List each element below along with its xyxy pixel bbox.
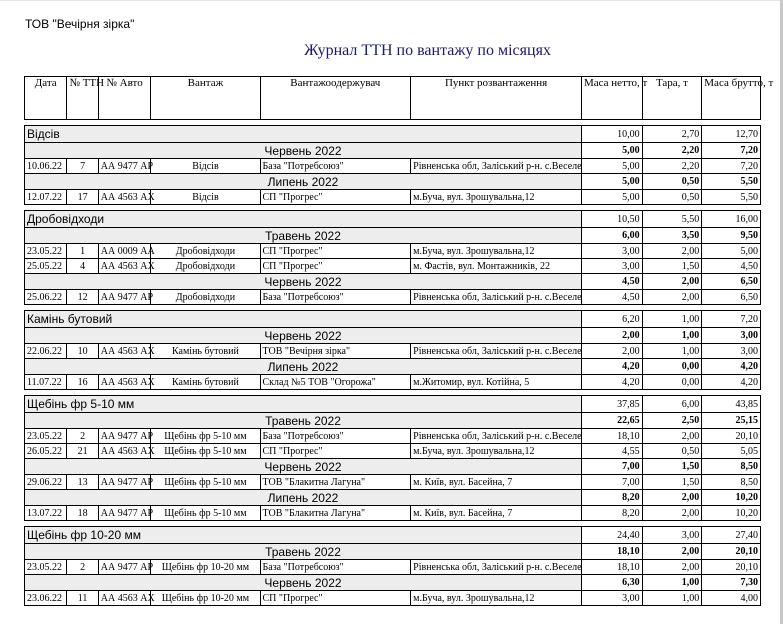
cell-unloading-point: Рівненська обл, Заліський р-н. с.Веселе xyxy=(411,290,582,305)
cargo-group-row xyxy=(25,126,761,143)
cell-date: 25.06.22 xyxy=(25,290,67,305)
month-net: 6,00 xyxy=(581,228,642,244)
month-tare: 1,00 xyxy=(642,575,702,591)
month-subtotal-row xyxy=(25,575,761,591)
cell-auto: АА 4563 АХ xyxy=(98,344,151,359)
month-name: Червень 2022 xyxy=(25,143,582,159)
cell-unloading-point: м.Житомир, вул. Котійна, 5 xyxy=(411,375,582,390)
cell-consignee: СП "Прогрес" xyxy=(260,444,411,459)
header-unloading-point: Пункт розвантаження xyxy=(411,77,582,120)
cell-date: 29.06.22 xyxy=(25,475,67,490)
cargo-group-tare: 3,00 xyxy=(642,527,702,544)
cell-net: 4,55 xyxy=(581,444,642,459)
month-name: Липень 2022 xyxy=(25,490,582,506)
cell-gross: 4,20 xyxy=(702,375,761,390)
month-tare: 1,00 xyxy=(642,328,702,344)
month-tare: 2,20 xyxy=(642,143,702,159)
header-ttn: № ТТН xyxy=(67,77,98,120)
cell-tare: 1,50 xyxy=(642,475,702,490)
cell-cargo: Щебінь фр 10-20 мм xyxy=(151,591,260,606)
cell-date: 23.05.22 xyxy=(25,429,67,444)
cell-ttn: 16 xyxy=(67,375,98,390)
header-auto: № Авто xyxy=(98,77,151,120)
cell-net: 18,10 xyxy=(581,560,642,575)
cell-net: 5,00 xyxy=(581,190,642,205)
cell-date: 22.06.22 xyxy=(25,344,67,359)
cell-ttn: 2 xyxy=(67,429,98,444)
cell-auto: АА 4563 АХ xyxy=(98,190,151,205)
month-gross: 4,20 xyxy=(702,359,761,375)
cell-gross: 20,10 xyxy=(702,560,761,575)
cell-cargo: Щебінь фр 5-10 мм xyxy=(151,429,260,444)
cell-cargo: Дробовідходи xyxy=(151,259,260,274)
ttn-journal-table xyxy=(24,76,774,606)
cell-gross: 5,00 xyxy=(702,244,761,259)
month-subtotal-row xyxy=(25,490,761,506)
cell-tare: 2,00 xyxy=(642,429,702,444)
cell-unloading-point: м. Київ, вул. Басейна, 7 xyxy=(411,475,582,490)
cell-date: 23.05.22 xyxy=(25,244,67,259)
cell-gross: 8,50 xyxy=(702,475,761,490)
cell-consignee: ТОВ "Блакитна Лагуна" xyxy=(260,506,411,521)
month-name: Липень 2022 xyxy=(25,174,582,190)
month-tare: 1,50 xyxy=(642,459,702,475)
month-gross: 10,20 xyxy=(702,490,761,506)
cell-net: 7,00 xyxy=(581,475,642,490)
cell-tare: 2,20 xyxy=(642,159,702,174)
cell-cargo: Щебінь фр 5-10 мм xyxy=(151,444,260,459)
cell-auto: АА 4563 АХ xyxy=(98,591,151,606)
cargo-group-name: Щебінь фр 10-20 мм xyxy=(25,527,582,544)
header-gross-mass: Маса брутто, т xyxy=(702,77,761,120)
cell-ttn: 13 xyxy=(67,475,98,490)
month-name: Травень 2022 xyxy=(25,413,582,429)
table-row xyxy=(25,159,761,174)
cell-gross: 5,05 xyxy=(702,444,761,459)
cell-unloading-point: м. Київ, вул. Басейна, 7 xyxy=(411,506,582,521)
cell-gross: 6,50 xyxy=(702,290,761,305)
cell-auto: АА 9477 АР xyxy=(98,506,151,521)
month-tare: 0,00 xyxy=(642,359,702,375)
month-net: 18,10 xyxy=(581,544,642,560)
cell-auto: АА 9477 АР xyxy=(98,290,151,305)
table-row xyxy=(25,560,761,575)
table-row xyxy=(25,259,761,274)
month-net: 4,50 xyxy=(581,274,642,290)
cell-tare: 1,00 xyxy=(642,344,702,359)
cell-cargo: Щебінь фр 10-20 мм xyxy=(151,560,260,575)
month-gross: 6,50 xyxy=(702,274,761,290)
cargo-group-gross: 7,20 xyxy=(702,311,761,328)
cell-cargo: Щебінь фр 5-10 мм xyxy=(151,475,260,490)
cargo-group-row xyxy=(25,527,761,544)
table-row xyxy=(25,506,761,521)
cell-net: 5,00 xyxy=(581,159,642,174)
viewer-top-edge xyxy=(0,0,783,1)
cell-unloading-point: м.Буча, вул. Зрошувальна,12 xyxy=(411,591,582,606)
cell-date: 11.07.22 xyxy=(25,375,67,390)
table-row xyxy=(25,344,761,359)
report-title xyxy=(0,42,783,60)
cell-net: 8,20 xyxy=(581,506,642,521)
month-gross: 8,50 xyxy=(702,459,761,475)
cargo-group-row xyxy=(25,396,761,413)
month-name: Липень 2022 xyxy=(25,359,582,375)
cell-consignee: СП "Прогрес" xyxy=(260,244,411,259)
cell-unloading-point: м.Буча, вул. Зрошувальна,12 xyxy=(411,244,582,259)
cell-date: 13.07.22 xyxy=(25,506,67,521)
cell-auto: АА 9477 АР xyxy=(98,159,151,174)
cell-gross: 4,00 xyxy=(702,591,761,606)
table-header-row xyxy=(25,77,761,120)
cell-unloading-point: Рівненська обл, Заліський р-н. с.Веселе xyxy=(411,344,582,359)
cell-gross: 20,10 xyxy=(702,429,761,444)
cell-ttn: 2 xyxy=(67,560,98,575)
month-subtotal-row xyxy=(25,359,761,375)
cell-unloading-point: Рівненська обл, Заліський р-н. с.Веселе xyxy=(411,159,582,174)
company-name: ТОВ "Вечірня зірка" xyxy=(25,17,135,31)
cargo-group-name: Камінь бутовий xyxy=(25,311,582,328)
cell-tare: 1,00 xyxy=(642,591,702,606)
header-consignee: Вантажоодержувач xyxy=(260,77,411,120)
cell-gross: 5,50 xyxy=(702,190,761,205)
cell-auto: АА 9477 АР xyxy=(98,429,151,444)
cell-consignee: Склад №5 ТОВ "Огорожа" xyxy=(260,375,411,390)
cell-net: 3,00 xyxy=(581,244,642,259)
cell-cargo: Відсів xyxy=(151,159,260,174)
cell-consignee: База "Потребсоюз" xyxy=(260,290,411,305)
cell-date: 10.06.22 xyxy=(25,159,67,174)
cell-auto: АА 4563 АХ xyxy=(98,375,151,390)
month-tare: 2,00 xyxy=(642,544,702,560)
cell-unloading-point: Рівненська обл, Заліський р-н. с.Веселе xyxy=(411,560,582,575)
month-gross: 5,50 xyxy=(702,174,761,190)
cell-cargo: Відсів xyxy=(151,190,260,205)
cargo-group-net: 10,50 xyxy=(581,211,642,228)
cell-consignee: СП "Прогрес" xyxy=(260,190,411,205)
cell-unloading-point: м.Буча, вул. Зрошувальна,12 xyxy=(411,190,582,205)
cell-tare: 0,50 xyxy=(642,190,702,205)
cell-tare: 0,00 xyxy=(642,375,702,390)
cargo-group-tare: 5,50 xyxy=(642,211,702,228)
cell-consignee: ТОВ "Вечірня зірка" xyxy=(260,344,411,359)
month-net: 7,00 xyxy=(581,459,642,475)
table-row xyxy=(25,375,761,390)
month-name: Травень 2022 xyxy=(25,544,582,560)
month-subtotal-row xyxy=(25,274,761,290)
cell-net: 2,00 xyxy=(581,344,642,359)
cell-consignee: ТОВ "Блакитна Лагуна" xyxy=(260,475,411,490)
cell-auto: АА 0009 АА xyxy=(98,244,151,259)
month-gross: 7,30 xyxy=(702,575,761,591)
month-subtotal-row xyxy=(25,143,761,159)
month-tare: 2,00 xyxy=(642,490,702,506)
month-subtotal-row xyxy=(25,413,761,429)
cell-consignee: База "Потребсоюз" xyxy=(260,429,411,444)
cell-net: 4,50 xyxy=(581,290,642,305)
cell-ttn: 7 xyxy=(67,159,98,174)
cell-consignee: База "Потребсоюз" xyxy=(260,159,411,174)
cell-ttn: 12 xyxy=(67,290,98,305)
cell-ttn: 21 xyxy=(67,444,98,459)
cell-tare: 2,00 xyxy=(642,290,702,305)
cargo-group-gross: 16,00 xyxy=(702,211,761,228)
cell-unloading-point: м. Фастів, вул. Монтажників, 22 xyxy=(411,259,582,274)
table-row xyxy=(25,475,761,490)
cell-date: 26.05.22 xyxy=(25,444,67,459)
table-row xyxy=(25,290,761,305)
cell-unloading-point: м.Буча, вул. Зрошувальна,12 xyxy=(411,444,582,459)
cell-consignee: База "Потребсоюз" xyxy=(260,560,411,575)
report-title-text: Журнал ТТН по вантажу по місяцях xyxy=(304,42,551,59)
cell-tare: 2,00 xyxy=(642,560,702,575)
table-row xyxy=(25,591,761,606)
month-subtotal-row xyxy=(25,544,761,560)
cargo-group-gross: 27,40 xyxy=(702,527,761,544)
month-subtotal-row xyxy=(25,328,761,344)
cell-net: 3,00 xyxy=(581,591,642,606)
cell-auto: АА 9477 АР xyxy=(98,475,151,490)
month-gross: 9,50 xyxy=(702,228,761,244)
cargo-group-row xyxy=(25,211,761,228)
cell-ttn: 18 xyxy=(67,506,98,521)
header-date: Дата xyxy=(25,77,67,120)
cargo-group-tare: 2,70 xyxy=(642,126,702,143)
cargo-group-row xyxy=(25,311,761,328)
month-subtotal-row xyxy=(25,459,761,475)
cell-net: 3,00 xyxy=(581,259,642,274)
month-tare: 2,00 xyxy=(642,274,702,290)
cell-auto: АА 9477 АР xyxy=(98,560,151,575)
cell-auto: АА 4563 АХ xyxy=(98,259,151,274)
table-body xyxy=(25,120,761,606)
cell-unloading-point: Рівненська обл, Заліський р-н. с.Веселе xyxy=(411,429,582,444)
month-gross: 25,15 xyxy=(702,413,761,429)
month-subtotal-row xyxy=(25,174,761,190)
table-row xyxy=(25,190,761,205)
cell-ttn: 10 xyxy=(67,344,98,359)
month-tare: 3,50 xyxy=(642,228,702,244)
table-row xyxy=(25,444,761,459)
cell-gross: 10,20 xyxy=(702,506,761,521)
month-net: 5,00 xyxy=(581,174,642,190)
cell-date: 25.05.22 xyxy=(25,259,67,274)
cell-cargo: Дробовідходи xyxy=(151,290,260,305)
month-net: 8,20 xyxy=(581,490,642,506)
cell-cargo: Дробовідходи xyxy=(151,244,260,259)
month-gross: 3,00 xyxy=(702,328,761,344)
cargo-group-tare: 1,00 xyxy=(642,311,702,328)
header-net-mass: Маса нетто, т xyxy=(581,77,642,120)
table-row xyxy=(25,244,761,259)
cell-cargo: Камінь бутовий xyxy=(151,344,260,359)
cell-tare: 1,50 xyxy=(642,259,702,274)
cell-tare: 2,00 xyxy=(642,506,702,521)
month-gross: 20,10 xyxy=(702,544,761,560)
cargo-group-name: Щебінь фр 5-10 мм xyxy=(25,396,582,413)
month-net: 6,30 xyxy=(581,575,642,591)
header-cargo: Вантаж xyxy=(151,77,260,120)
cell-ttn: 17 xyxy=(67,190,98,205)
cell-ttn: 11 xyxy=(67,591,98,606)
cargo-group-gross: 12,70 xyxy=(702,126,761,143)
cell-net: 4,20 xyxy=(581,375,642,390)
month-name: Травень 2022 xyxy=(25,228,582,244)
cell-gross: 4,50 xyxy=(702,259,761,274)
month-net: 5,00 xyxy=(581,143,642,159)
month-name: Червень 2022 xyxy=(25,274,582,290)
cell-date: 23.05.22 xyxy=(25,560,67,575)
cargo-group-net: 24,40 xyxy=(581,527,642,544)
cell-date: 12.07.22 xyxy=(25,190,67,205)
cell-gross: 3,00 xyxy=(702,344,761,359)
cargo-group-net: 6,20 xyxy=(581,311,642,328)
cell-tare: 0,50 xyxy=(642,444,702,459)
cell-ttn: 1 xyxy=(67,244,98,259)
month-tare: 2,50 xyxy=(642,413,702,429)
cell-cargo: Камінь бутовий xyxy=(151,375,260,390)
cargo-group-gross: 43,85 xyxy=(702,396,761,413)
month-net: 22,65 xyxy=(581,413,642,429)
table-row xyxy=(25,429,761,444)
month-subtotal-row xyxy=(25,228,761,244)
cell-tare: 2,00 xyxy=(642,244,702,259)
cargo-group-name: Відсів xyxy=(25,126,582,143)
month-tare: 0,50 xyxy=(642,174,702,190)
month-name: Червень 2022 xyxy=(25,328,582,344)
cell-date: 23.06.22 xyxy=(25,591,67,606)
month-net: 2,00 xyxy=(581,328,642,344)
cell-consignee: СП "Прогрес" xyxy=(260,591,411,606)
month-name: Червень 2022 xyxy=(25,459,582,475)
month-name: Червень 2022 xyxy=(25,575,582,591)
cell-consignee: СП "Прогрес" xyxy=(260,259,411,274)
cell-cargo: Щебінь фр 5-10 мм xyxy=(151,506,260,521)
month-net: 4,20 xyxy=(581,359,642,375)
cargo-group-tare: 6,00 xyxy=(642,396,702,413)
cell-auto: АА 4563 АХ xyxy=(98,444,151,459)
cell-ttn: 4 xyxy=(67,259,98,274)
cell-net: 18,10 xyxy=(581,429,642,444)
header-tare: Тара, т xyxy=(642,77,702,120)
cell-gross: 7,20 xyxy=(702,159,761,174)
cargo-group-name: Дробовідходи xyxy=(25,211,582,228)
cargo-group-net: 37,85 xyxy=(581,396,642,413)
cargo-group-net: 10,00 xyxy=(581,126,642,143)
month-gross: 7,20 xyxy=(702,143,761,159)
